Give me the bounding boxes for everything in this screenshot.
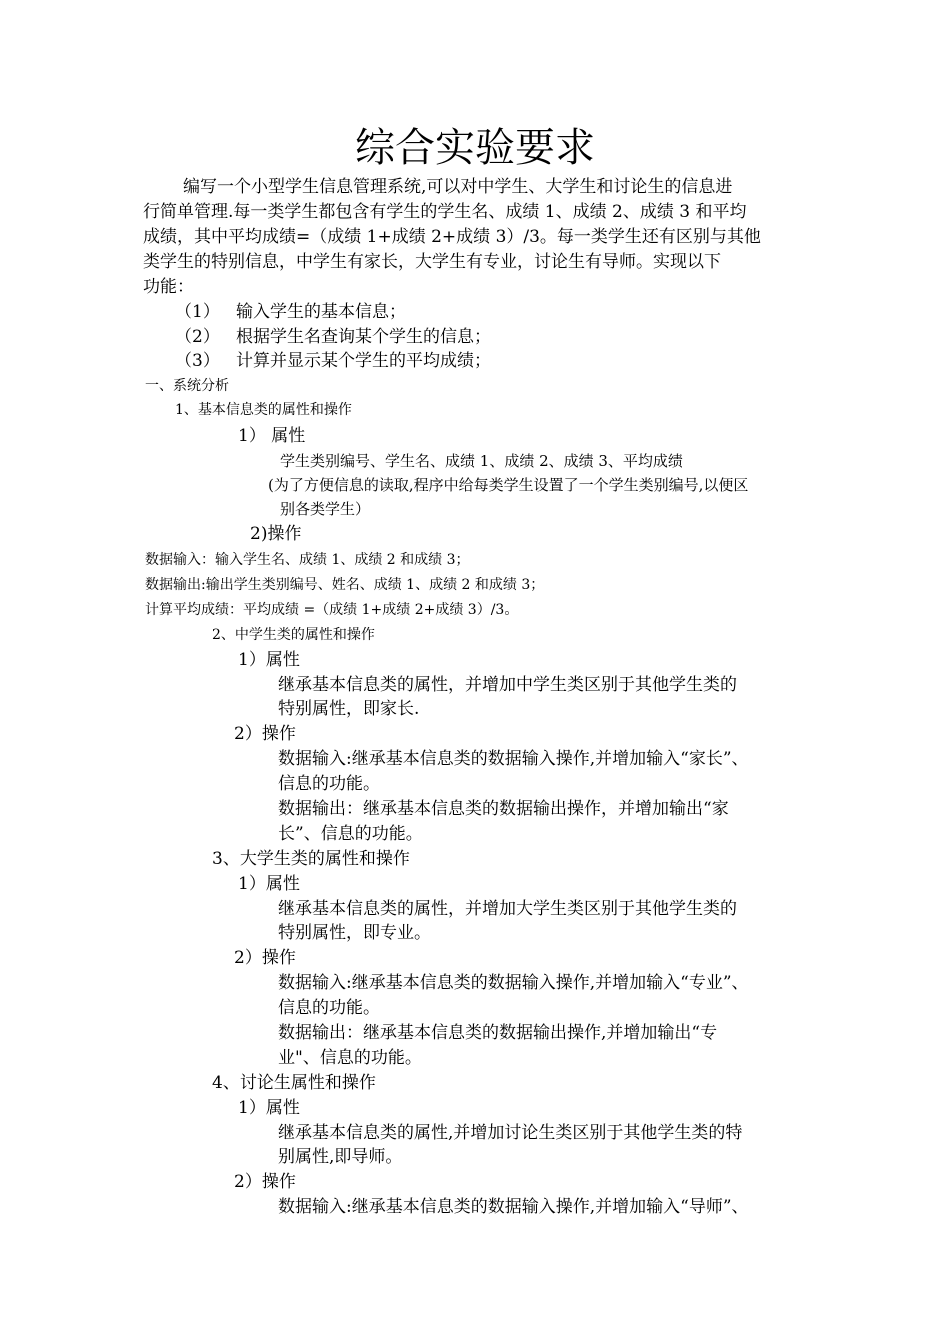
function-item-2-text: 根据学生名查询某个学生的信息； xyxy=(236,327,491,347)
subsection-heading-3: 3、大学生类的属性和操作 xyxy=(212,849,410,869)
input-line-4a: 数据输入:继承基本信息类的数据输入操作,并增加输入“导师”、 xyxy=(278,1197,749,1217)
subsection-heading-1: 1、基本信息类的属性和操作 xyxy=(175,402,352,418)
attr-list-1: 学生类别编号、学生名、成绩 1、成绩 2、成绩 3、平均成绩 xyxy=(280,452,683,470)
note-line-1: (为了方便信息的读取,程序中给每类学生设置了一个学生类别编号,以便区 xyxy=(268,476,749,494)
subsection-heading-2: 2、中学生类的属性和操作 xyxy=(212,627,375,643)
attr-line-4a: 继承基本信息类的属性,并增加讨论生类区别于其他学生类的特 xyxy=(278,1123,743,1143)
op-line-output: 数据输出:输出学生类别编号、姓名、成绩 1、成绩 2 和成绩 3； xyxy=(145,577,545,593)
op-heading-4: 2）操作 xyxy=(234,1172,296,1192)
attr-line-4b: 别属性,即导师。 xyxy=(278,1147,403,1167)
attr-heading-4: 1）属性 xyxy=(238,1098,300,1118)
intro-line-1: 编写一个小型学生信息管理系统,可以对中学生、大学生和讨论生的信息进 xyxy=(183,177,733,197)
attr-line-3b: 特别属性，即专业。 xyxy=(278,923,431,943)
op-heading-2: 2）操作 xyxy=(234,724,296,744)
input-line-2b: 信息的功能。 xyxy=(278,774,380,794)
attr-line-2a: 继承基本信息类的属性，并增加中学生类区别于其他学生类的 xyxy=(278,675,737,695)
section-heading-system-analysis: 一、系统分析 xyxy=(145,378,229,394)
subsection-heading-4: 4、讨论生属性和操作 xyxy=(212,1073,376,1093)
intro-line-4: 类学生的特别信息，中学生有家长，大学生有专业，讨论生有导师。实现以下 xyxy=(143,252,721,272)
attr-line-3a: 继承基本信息类的属性，并增加大学生类区别于其他学生类的 xyxy=(278,899,737,919)
note-line-2: 别各类学生） xyxy=(280,500,371,518)
intro-line-2: 行简单管理.每一类学生都包含有学生的学生名、成绩 1、成绩 2、成绩 3 和平均 xyxy=(143,202,747,222)
attr-line-2b: 特别属性，即家长. xyxy=(278,699,420,719)
attr-heading-1: 1） 属性 xyxy=(238,426,306,446)
op-heading-1: 2)操作 xyxy=(250,524,302,544)
page-title: 综合实验要求 xyxy=(355,125,595,171)
output-line-3b: 业"、信息的功能。 xyxy=(278,1048,422,1068)
output-line-2b: 长”、信息的功能。 xyxy=(278,824,423,844)
op-heading-3: 2）操作 xyxy=(234,948,296,968)
op-line-average: 计算平均成绩：平均成绩 =（成绩 1+成绩 2+成绩 3）/3。 xyxy=(145,602,519,618)
input-line-3a: 数据输入:继承基本信息类的数据输入操作,并增加输入“专业”、 xyxy=(278,973,749,993)
intro-line-3: 成绩，其中平均成绩=（成绩 1+成绩 2+成绩 3）/3。每一类学生还有区别与其他 xyxy=(143,227,761,247)
function-item-1-text: 输入学生的基本信息； xyxy=(236,302,406,322)
input-line-2a: 数据输入:继承基本信息类的数据输入操作,并增加输入“家长”、 xyxy=(278,749,749,769)
function-item-3-text: 计算并显示某个学生的平均成绩； xyxy=(236,351,491,371)
function-item-3-num: （3） xyxy=(175,351,220,371)
function-item-2-num: （2） xyxy=(175,327,220,347)
op-line-input: 数据输入：输入学生名、成绩 1、成绩 2 和成绩 3； xyxy=(145,552,470,568)
function-item-1-num: （1） xyxy=(175,302,220,322)
input-line-3b: 信息的功能。 xyxy=(278,998,380,1018)
output-line-3a: 数据输出：继承基本信息类的数据输出操作,并增加输出“专 xyxy=(278,1023,718,1043)
intro-line-5: 功能： xyxy=(143,277,194,297)
attr-heading-2: 1）属性 xyxy=(238,650,300,670)
attr-heading-3: 1）属性 xyxy=(238,874,300,894)
output-line-2a: 数据输出：继承基本信息类的数据输出操作，并增加输出“家 xyxy=(278,799,729,819)
